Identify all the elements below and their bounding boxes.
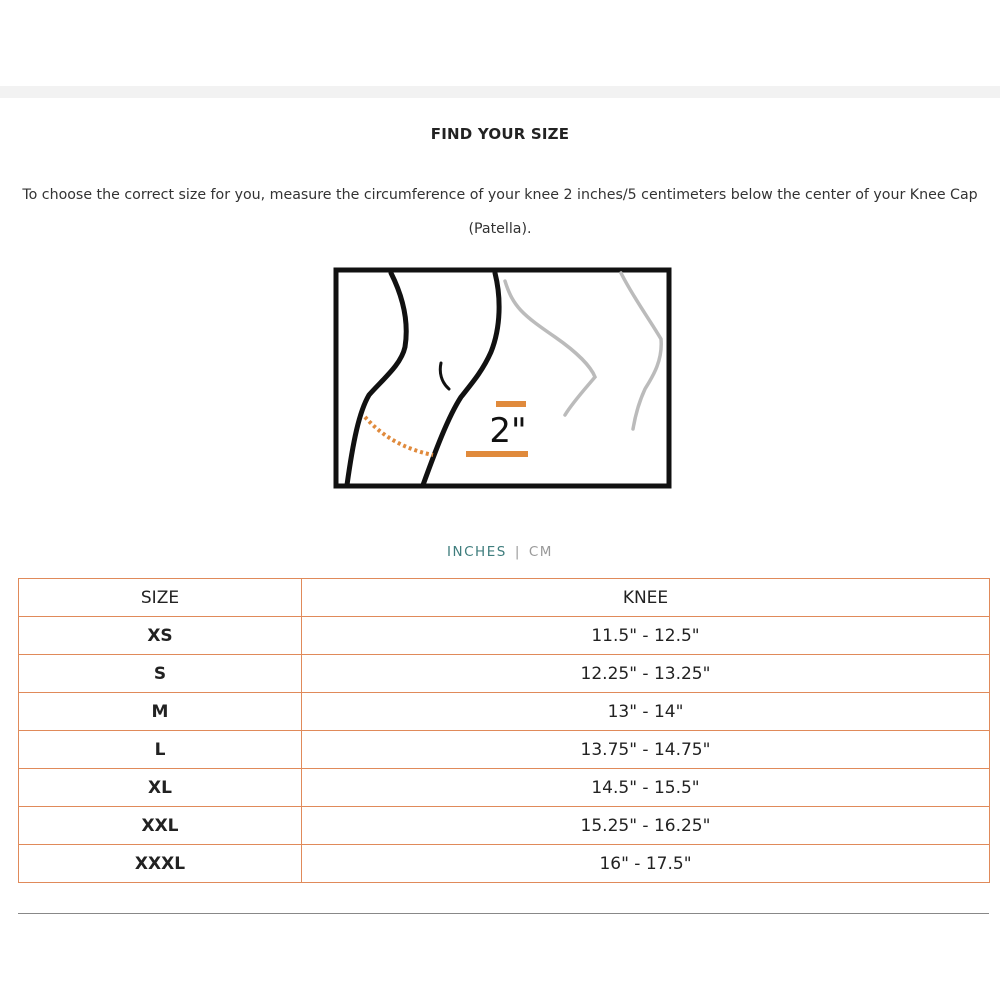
page-title: FIND YOUR SIZE bbox=[430, 125, 570, 143]
table-row bbox=[19, 769, 990, 807]
bottom-divider bbox=[18, 913, 989, 914]
table-row bbox=[19, 845, 990, 883]
table-row bbox=[19, 655, 990, 693]
unit-toggle bbox=[0, 544, 1000, 560]
measure-label: 2" bbox=[489, 411, 527, 451]
measure-bar-bottom bbox=[466, 451, 528, 457]
size-cell: M bbox=[19, 693, 302, 731]
unit-cm-option[interactable]: CM bbox=[528, 544, 553, 560]
knee-cell: 13" - 14" bbox=[302, 693, 990, 731]
size-cell: XXXL bbox=[19, 845, 302, 883]
knee-cell: 14.5" - 15.5" bbox=[302, 769, 990, 807]
size-cell: S bbox=[19, 655, 302, 693]
knee-cell: 16" - 17.5" bbox=[302, 845, 990, 883]
table-row bbox=[19, 731, 990, 769]
top-divider-band bbox=[0, 86, 1000, 98]
knee-measurement-diagram bbox=[333, 267, 673, 489]
table-header-row bbox=[19, 579, 990, 617]
table-row bbox=[19, 617, 990, 655]
knee-cell: 12.25" - 13.25" bbox=[302, 655, 990, 693]
knee-cell: 13.75" - 14.75" bbox=[302, 731, 990, 769]
unit-separator: | bbox=[514, 544, 521, 560]
knee-cell: 15.25" - 16.25" bbox=[302, 807, 990, 845]
size-cell: XS bbox=[19, 617, 302, 655]
size-cell: XXL bbox=[19, 807, 302, 845]
size-cell: L bbox=[19, 731, 302, 769]
size-chart-table bbox=[18, 578, 990, 883]
unit-inches-option[interactable]: INCHES bbox=[447, 544, 507, 560]
column-header-knee: KNEE bbox=[302, 579, 990, 617]
knee-cell: 11.5" - 12.5" bbox=[302, 617, 990, 655]
table-row bbox=[19, 807, 990, 845]
measure-bar-top bbox=[496, 401, 526, 407]
size-cell: XL bbox=[19, 769, 302, 807]
column-header-size: SIZE bbox=[19, 579, 302, 617]
table-row bbox=[19, 693, 990, 731]
size-instructions: To choose the correct size for you, measure the circumference of your knee 2 inches/5 centimeters below the center of your Knee Cap (Patella). bbox=[22, 187, 978, 237]
